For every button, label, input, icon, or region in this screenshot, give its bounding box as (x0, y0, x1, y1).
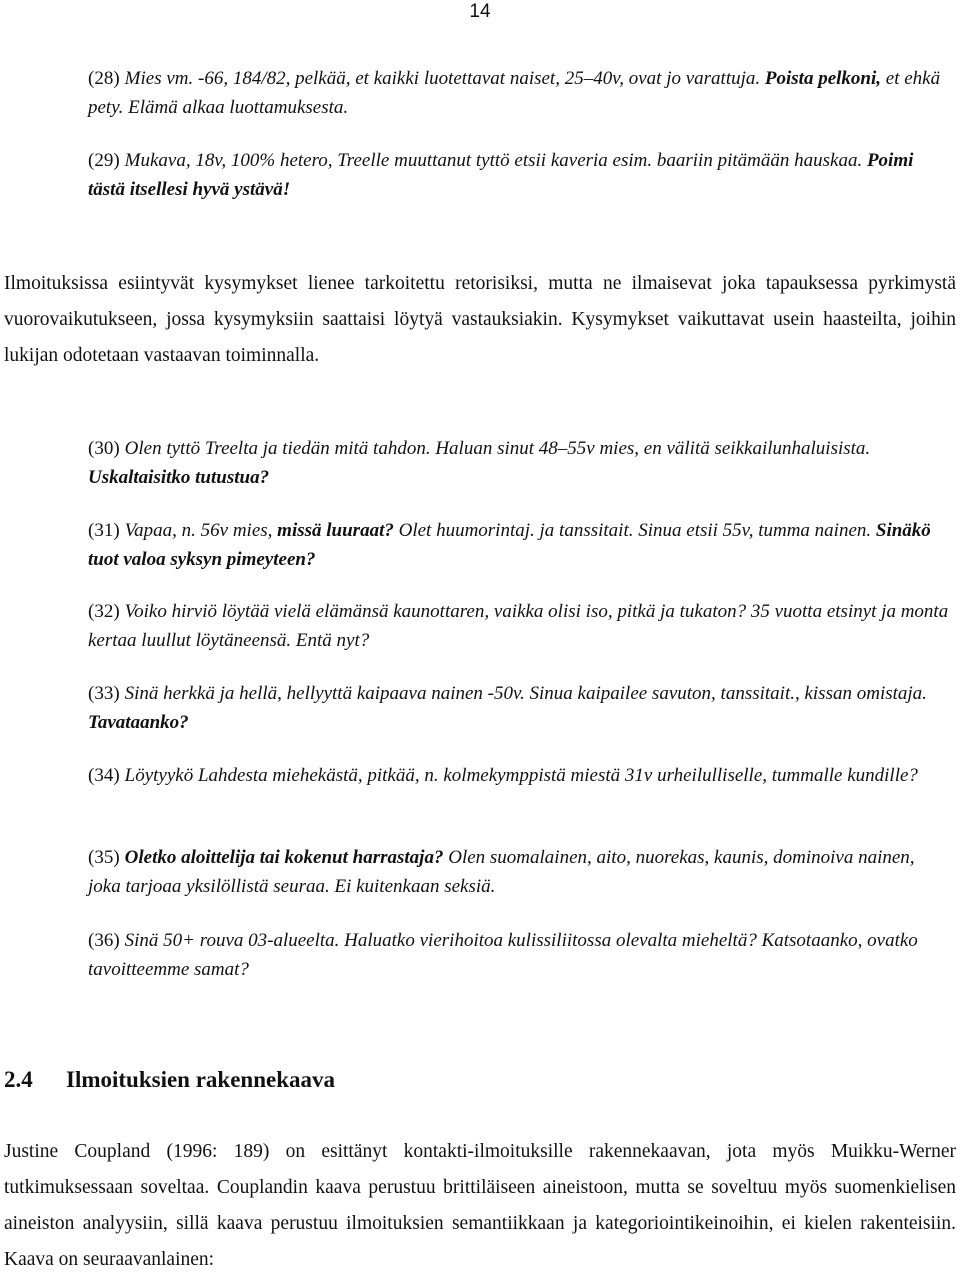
ad-text: Vapaa, n. 56v mies, (124, 520, 278, 541)
ad-31 (88, 516, 950, 574)
ad-34 (88, 761, 950, 790)
ad-number: (31) (88, 520, 120, 541)
ad-30 (88, 434, 950, 492)
ad-text-bold: Uskaltaisitko tutustua? (88, 467, 270, 488)
ad-number: (28) (88, 68, 120, 89)
ad-35 (88, 843, 950, 901)
ad-text-bold: Sinäkö tuot valoa syksyn pimeyteen? (88, 520, 931, 570)
ad-text: Löytyykö Lahdesta miehekästä, pitkää, n. kolmekymppistä miestä 31v urheilulliselle, tummalle kundille? (124, 765, 918, 786)
ad-number: (36) (88, 930, 120, 951)
body-paragraph-2: Justine Coupland (1996: 189) on esittänyt kontakti-ilmoituksille rakennekaavan, jota myös Muikku-Werner tutkimuksessaan soveltaa. Couplandin kaava perustuu brittiläiseen aineistoon, mutta se soveltuu myös suomenkielisen aineiston analyysiin, sillä kaava perustuu ilmoituksien semantiikkaan ja kategoriointikeinoihin, ei kielen rakenteisiin. Kaava on seuraavanlainen: (4, 1141, 956, 1270)
ad-number: (35) (88, 847, 120, 868)
ad-text-bold: Poimi tästä itsellesi hyvä ystävä! (88, 150, 914, 200)
ad-29 (88, 146, 950, 204)
ad-32 (88, 597, 950, 655)
ad-text: Olen tyttö Treelta ja tiedän mitä tahdon. Haluan sinut 48–55v mies, en välitä seikkailunhaluisista. (124, 438, 871, 459)
ad-text-bold: missä luuraat? (277, 520, 394, 541)
ad-text: Olet huumorintaj. ja tanssitait. Sinua etsii 55v, tumma nainen. (393, 520, 876, 541)
ad-text: Voiko hirviö löytää vielä elämänsä kaunottaren, vaikka olisi iso, pitkä ja tukaton? 35 vuotta etsinyt ja monta kertaa luullut löytäneensä. Entä nyt? (88, 601, 949, 651)
ad-text: Sinä 50+ rouva 03-alueelta. Haluatko vierihoitoa kulissiliitossa olevalta mieheltä? Katsotaanko, ovatko tavoitteemme samat? (88, 930, 918, 980)
section-title: Ilmoituksien rakennekaava (66, 1067, 336, 1092)
ad-33 (88, 679, 950, 737)
ad-36 (88, 926, 950, 984)
ad-text: Mies vm. -66, 184/82, pelkää, et kaikki luotettavat naiset, 25–40v, ovat jo varattuja. (124, 68, 765, 89)
page-number: 14 (469, 1, 491, 22)
body-paragraph-1: Ilmoituksissa esiintyvät kysymykset lienee tarkoitettu retorisiksi, mutta ne ilmaisevat joka tapauksessa pyrkimystä vuorovaikutukseen, jossa kysymyksiin saattaisi löytyä vastauksiakin. Kysymykset vaikuttavat usein haasteilta, joihin lukijan odotetaan vastaavan toiminnalla. (4, 273, 956, 366)
ad-text-bold: Oletko aloittelija tai kokenut harrastaja? (124, 847, 444, 868)
section-heading (4, 1064, 335, 1096)
ad-28 (88, 64, 950, 122)
section-number: 2.4 (4, 1067, 33, 1092)
ad-number: (32) (88, 601, 120, 622)
ad-number: (30) (88, 438, 120, 459)
ad-text: Olen suomalainen, aito, nuorekas, kaunis, dominoiva nainen, joka tarjoaa yksilöllistä seuraa. Ei kuitenkaan seksiä. (88, 847, 915, 897)
ad-number: (29) (88, 150, 120, 171)
ad-text: Sinä herkkä ja hellä, hellyyttä kaipaava nainen -50v. Sinua kaipailee savuton, tanssitait., kissan omistaja. (124, 683, 927, 704)
ad-text: et ehkä pety. Elämä alkaa luottamuksesta. (88, 68, 941, 118)
ad-text: Mukava, 18v, 100% hetero, Treelle muuttanut tyttö etsii kaveria esim. baariin pitämään hauskaa. (124, 150, 867, 171)
ad-number: (34) (88, 765, 120, 786)
ad-number: (33) (88, 683, 120, 704)
ad-text-bold: Tavataanko? (88, 712, 189, 733)
ad-text-bold: Poista pelkoni, (764, 68, 882, 89)
